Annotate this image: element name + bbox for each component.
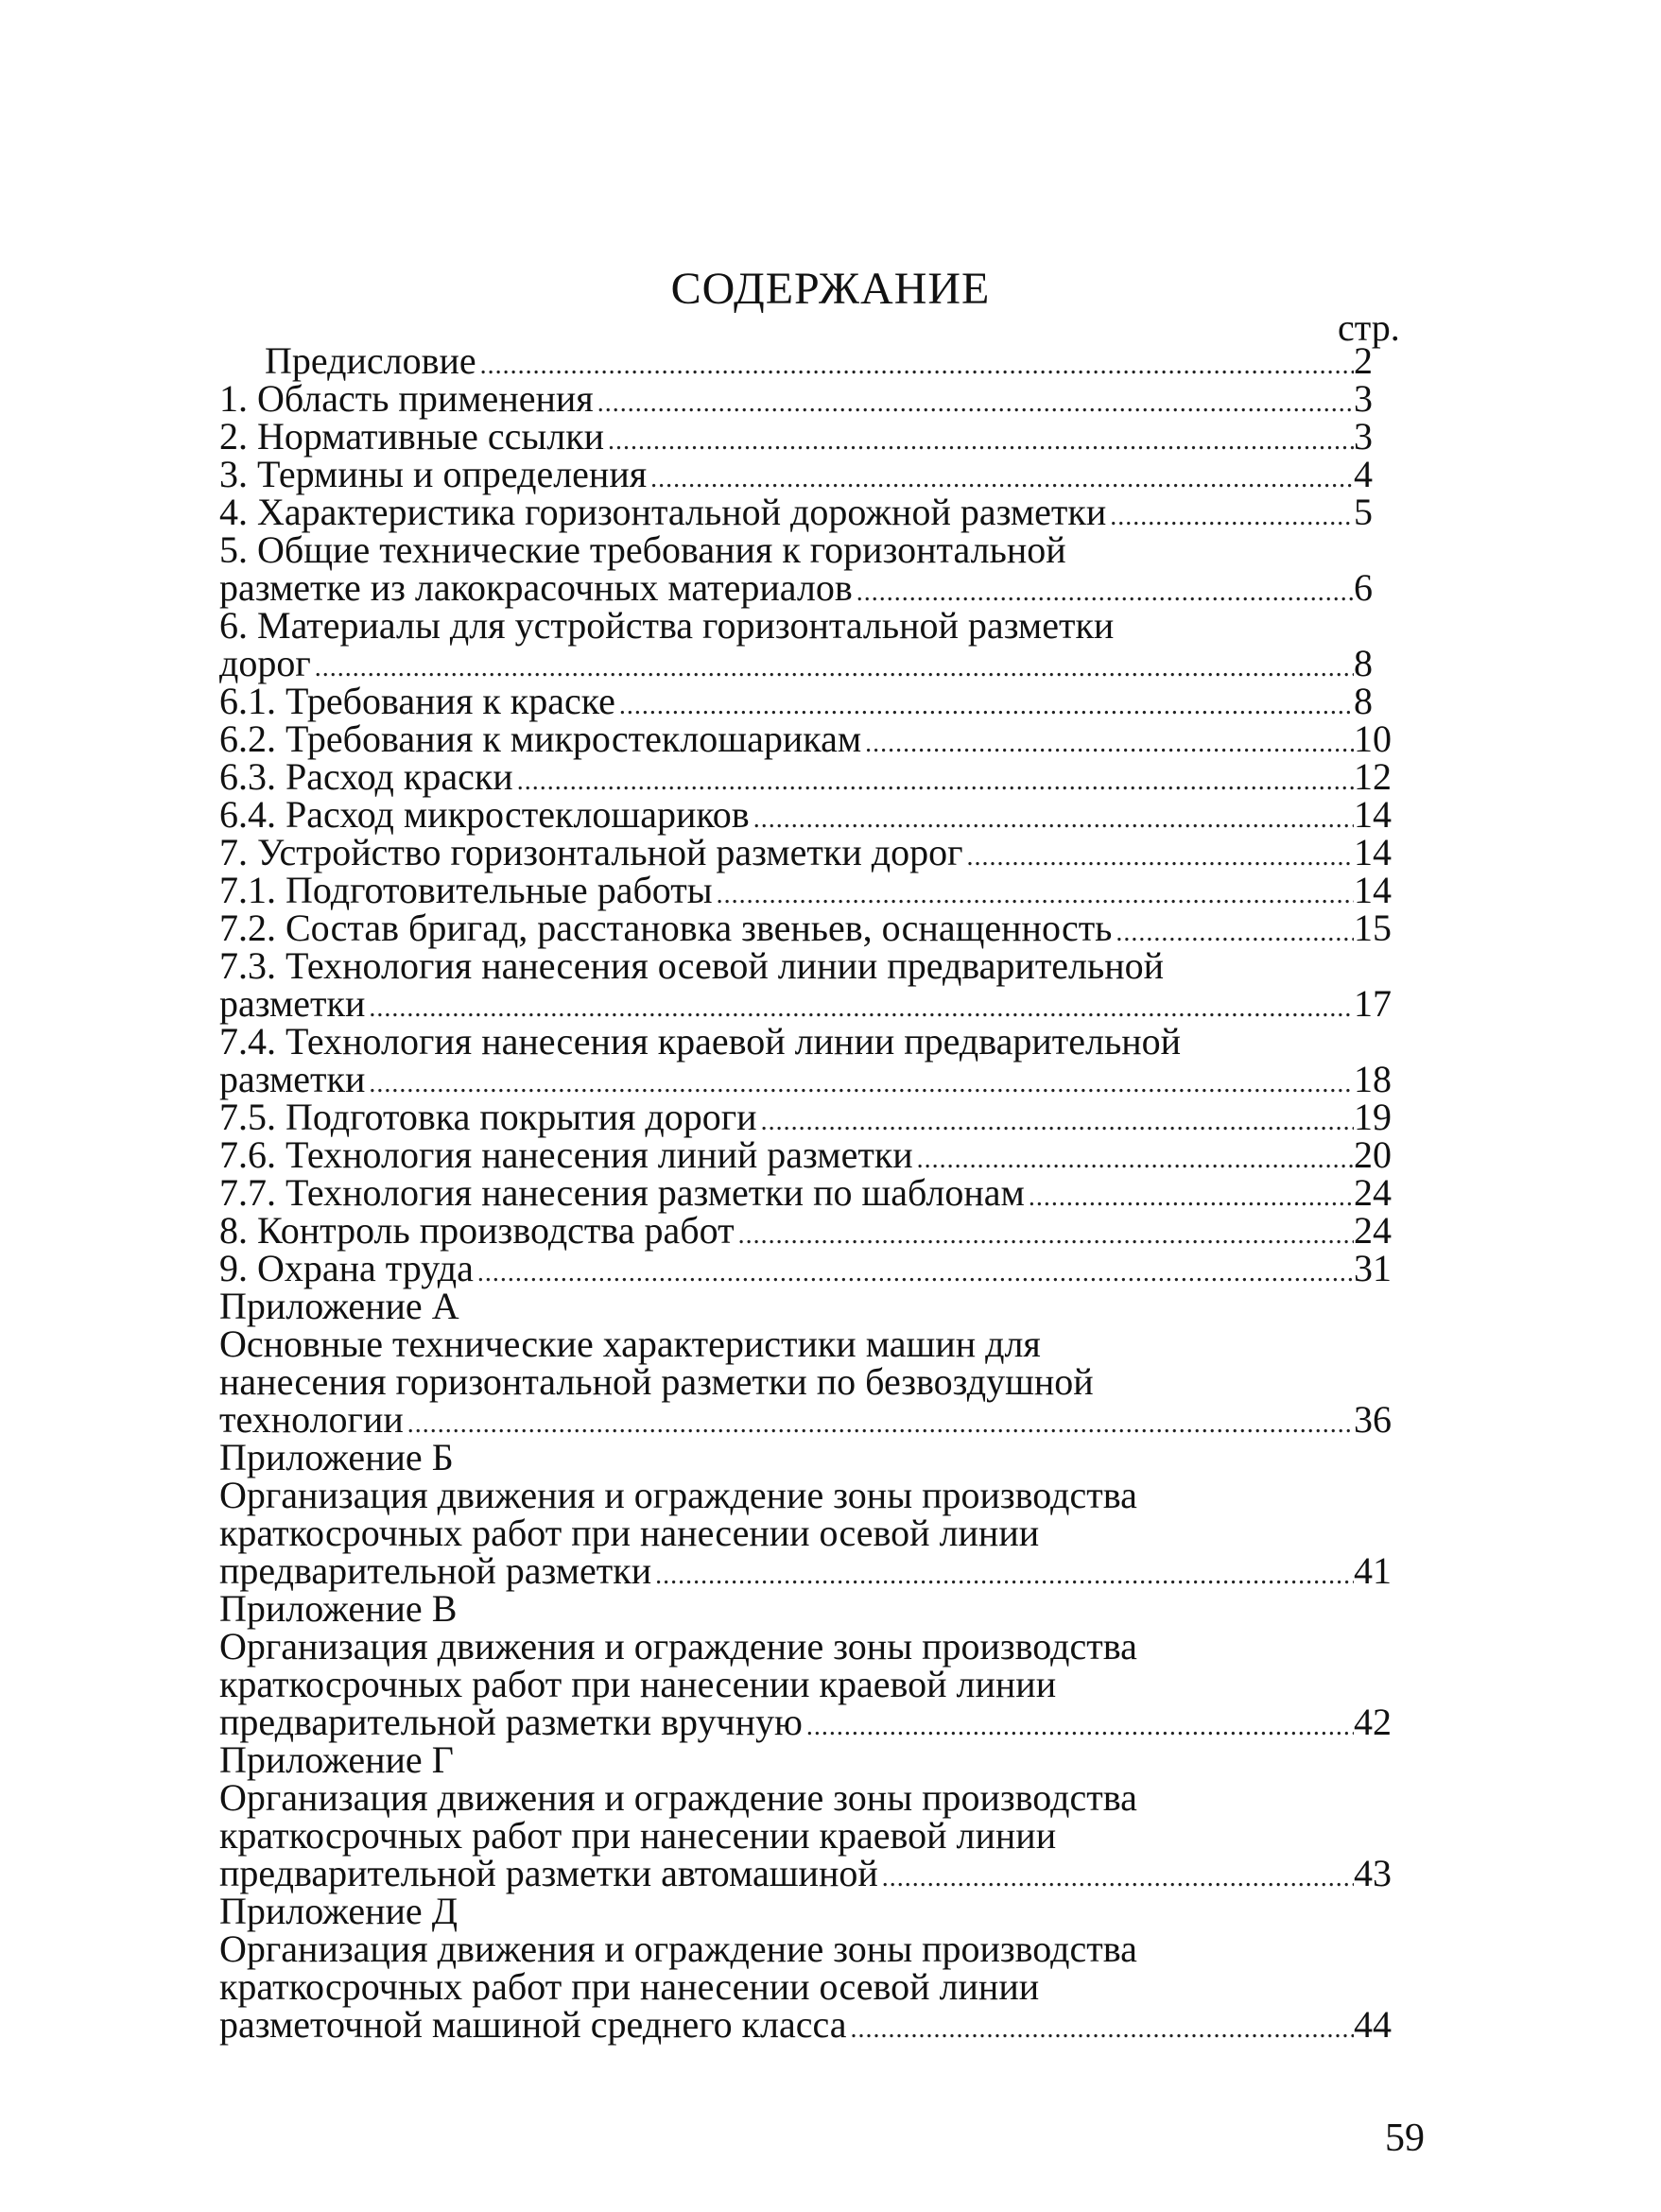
dot-leader	[1106, 498, 1354, 536]
toc-entry-line: краткосрочных работ при нанесении краевой линии	[219, 1814, 1057, 1857]
toc-entry	[219, 1703, 1410, 1741]
toc-entry	[219, 909, 1410, 947]
toc-entry-page: 20	[1354, 1133, 1392, 1176]
toc-entry-title: предварительной разметки вручную	[219, 1701, 803, 1743]
toc-entry-line: Организация движения и ограждение зоны производства	[219, 1776, 1137, 1819]
toc-entry-page: 2	[1354, 339, 1373, 382]
toc-entry-line: краткосрочных работ при нанесении краевой линии	[219, 1663, 1057, 1705]
toc-entry-page: 42	[1354, 1701, 1392, 1743]
toc-entry-title: 6.4. Расход микростеклошариков	[219, 793, 750, 836]
toc-entry	[219, 1209, 1410, 1252]
toc-entry-page: 41	[1354, 1549, 1392, 1592]
toc-entry	[219, 1247, 1410, 1289]
dot-leader	[594, 385, 1354, 423]
toc-entry-title: 7.6. Технология нанесения линий разметки	[219, 1133, 913, 1176]
toc-entry	[219, 680, 1410, 722]
toc-entry-line: 7.4. Технология нанесения краевой линии предварительной	[219, 1020, 1182, 1063]
toc-entry-title: 2. Нормативные ссылки	[219, 415, 605, 458]
toc-entry-title: Предисловие	[265, 339, 476, 382]
toc-entry-page: 31	[1354, 1247, 1392, 1289]
toc-entry	[219, 566, 1410, 609]
toc-entry-page: 14	[1354, 869, 1392, 911]
toc-entry-title: предварительной разметки автомашиной	[219, 1852, 878, 1894]
toc-entry-line: 7.3. Технология нанесения осевой линии предварительной	[219, 944, 1165, 987]
toc-entry	[219, 1171, 1410, 1214]
toc-entry-line: Приложение Г	[219, 1738, 454, 1781]
dot-leader	[474, 1254, 1354, 1292]
toc-entry	[219, 2003, 1410, 2046]
toc-entry	[219, 717, 1410, 760]
toc-entry-page: 4	[1354, 453, 1373, 495]
toc-entry	[219, 982, 1410, 1025]
toc-entry-title: 3. Термины и определения	[219, 453, 648, 495]
toc-entry-title: дорог	[219, 642, 311, 684]
table-of-contents	[219, 339, 1410, 2046]
toc-entry-page: 17	[1354, 982, 1392, 1025]
dot-leader	[404, 1406, 1354, 1443]
toc-entry-page: 3	[1354, 377, 1373, 420]
toc-entry	[219, 377, 1410, 420]
toc-entry-title: разметочной машиной среднего класса	[219, 2003, 847, 2046]
toc-entry-page: 18	[1354, 1058, 1392, 1100]
toc-entry-title: 8. Контроль производства работ	[219, 1209, 735, 1252]
toc-entry-line: Основные технические характеристики машин для	[219, 1322, 1041, 1365]
toc-entry-title: технологии	[219, 1398, 404, 1441]
toc-entry-page: 36	[1354, 1398, 1392, 1441]
toc-entry-title: 6.1. Требования к краске	[219, 680, 615, 722]
dot-leader	[847, 2011, 1354, 2048]
toc-entry-line: Приложение В	[219, 1587, 458, 1630]
toc-entry	[219, 1098, 1410, 1136]
toc-entry	[219, 339, 1410, 382]
toc-entry-page: 8	[1354, 680, 1373, 722]
toc-entry-line: 6. Материалы для устройства горизонтальной разметки	[219, 604, 1115, 647]
toc-entry	[219, 415, 1410, 458]
toc-entry-page: 15	[1354, 907, 1392, 949]
toc-entry-title: разметки	[219, 1058, 366, 1100]
toc-entry-page: 8	[1354, 642, 1373, 684]
toc-entry-title: 7.1. Подготовительные работы	[219, 869, 713, 911]
toc-entry-line: Приложение Д	[219, 1890, 458, 1932]
toc-entry	[219, 1549, 1410, 1592]
toc-entry-title: 9. Охрана труда	[219, 1247, 474, 1289]
page-column-label: стр.	[1338, 306, 1400, 349]
toc-entry-title: 4. Характеристика горизонтальной дорожной разметки	[219, 491, 1107, 533]
toc-entry-page: 19	[1354, 1096, 1392, 1138]
toc-entry	[219, 869, 1410, 911]
toc-entry-line: краткосрочных работ при нанесении осевой линии	[219, 1965, 1040, 2008]
dot-leader	[651, 1557, 1354, 1595]
toc-entry-page: 24	[1354, 1209, 1392, 1252]
dot-leader	[1025, 1179, 1354, 1217]
toc-entry-title: 6.3. Расход краски	[219, 755, 513, 798]
toc-entry-page: 3	[1354, 415, 1373, 458]
toc-entry	[219, 831, 1410, 873]
dot-leader	[963, 838, 1354, 876]
toc-entry-line: краткосрочных работ при нанесении осевой линии	[219, 1512, 1040, 1554]
toc-entry-page: 10	[1354, 717, 1392, 760]
toc-entry	[219, 1852, 1410, 1894]
toc-entry	[219, 453, 1410, 495]
dot-leader	[803, 1708, 1354, 1746]
toc-entry-page: 12	[1354, 755, 1392, 798]
toc-entry-page: 44	[1354, 2003, 1392, 2046]
toc-entry	[219, 1058, 1410, 1100]
toc-entry-title: предварительной разметки	[219, 1549, 652, 1592]
toc-entry-line: Организация движения и ограждение зоны производства	[219, 1474, 1137, 1516]
toc-entry	[219, 793, 1410, 836]
dot-leader	[878, 1859, 1354, 1897]
toc-entry	[219, 755, 1410, 798]
page-number: 59	[1385, 2117, 1425, 2160]
dot-leader	[476, 347, 1354, 385]
toc-entry-title: 7.2. Состав бригад, расстановка звеньев, оснащенность	[219, 907, 1113, 949]
toc-entry	[219, 642, 1410, 684]
toc-entry-title: разметке из лакокрасочных материалов	[219, 566, 853, 609]
toc-entry-title: 7.7. Технология нанесения разметки по шаблонам	[219, 1171, 1025, 1214]
toc-entry-page: 6	[1354, 566, 1373, 609]
page-title: СОДЕРЖАНИЕ	[670, 264, 991, 314]
toc-entry-page: 14	[1354, 831, 1392, 873]
toc-entry	[219, 1133, 1410, 1176]
toc-entry	[219, 1398, 1410, 1441]
toc-entry-title: разметки	[219, 982, 366, 1025]
toc-entry-page: 5	[1354, 491, 1373, 533]
toc-entry-title: 7.5. Подготовка покрытия дороги	[219, 1096, 757, 1138]
toc-entry-title: 1. Область применения	[219, 377, 594, 420]
toc-entry-page: 24	[1354, 1171, 1392, 1214]
toc-entry-line: Приложение Б	[219, 1436, 454, 1478]
toc-entry-line: Приложение А	[219, 1285, 459, 1327]
toc-entry-line: нанесения горизонтальной разметки по безвоздушной	[219, 1360, 1094, 1403]
toc-entry-page: 14	[1354, 793, 1392, 836]
dot-leader	[861, 725, 1354, 763]
dot-leader	[735, 1217, 1354, 1254]
toc-entry-page: 43	[1354, 1852, 1392, 1894]
toc-entry-title: 6.2. Требования к микростеклошарикам	[219, 717, 862, 760]
toc-entry-line: 5. Общие технические требования к горизонтальной	[219, 528, 1066, 571]
dot-leader	[604, 423, 1354, 460]
toc-entry-line: Организация движения и ограждение зоны производства	[219, 1625, 1137, 1668]
toc-entry-title: 7. Устройство горизонтальной разметки дорог	[219, 831, 963, 873]
toc-entry-line: Организация движения и ограждение зоны производства	[219, 1927, 1137, 1970]
toc-entry	[219, 493, 1410, 531]
